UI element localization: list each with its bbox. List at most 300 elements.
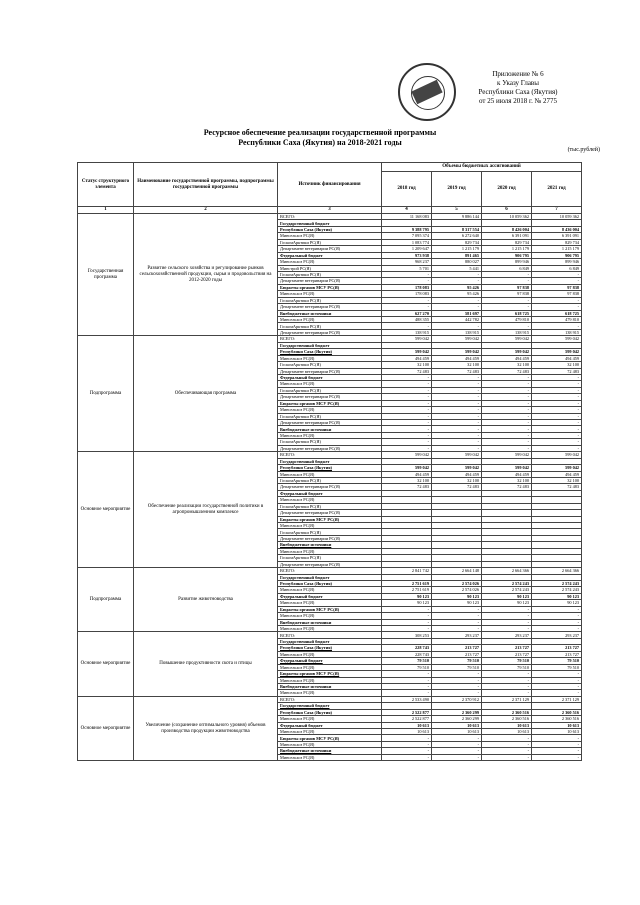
funding-source-cell: Минсельхоз РС(Я) — [278, 381, 382, 387]
amount-cell: - — [482, 297, 532, 303]
amount-cell: - — [532, 754, 582, 760]
funding-source-cell: Федеральный бюджет — [278, 252, 382, 258]
funding-source-cell: Минсельхоз РС(Я) — [278, 613, 382, 619]
amount-cell: - — [432, 323, 482, 329]
funding-source-cell: ГоскомАрктики РС(Я) — [278, 271, 382, 277]
amount-cell: 6 849 — [532, 265, 582, 271]
amount-cell: - — [532, 626, 582, 632]
amount-cell: - — [482, 400, 532, 406]
amount-cell: - — [532, 381, 582, 387]
funding-source-cell: Республики Саха (Якутия) — [278, 465, 382, 471]
amount-cell: - — [532, 400, 582, 406]
funding-source-cell: Бюджеты органов МСУ РС(Я) — [278, 735, 382, 741]
amount-cell: - — [382, 420, 432, 426]
funding-source-cell: Республики Саха (Якутия) — [278, 226, 382, 232]
appendix-line: от 25 июля 2018 г. № 2775 — [479, 97, 557, 105]
amount-cell: 2 371 129 — [482, 696, 532, 702]
element-status-cell: Подпрограмма — [78, 336, 134, 452]
amount-cell: - — [482, 323, 532, 329]
amount-cell: - — [432, 683, 482, 689]
amount-cell: - — [482, 626, 532, 632]
amount-cell: 1 215 179 — [432, 246, 482, 252]
amount-cell: - — [432, 748, 482, 754]
amount-cell: 494 459 — [482, 471, 532, 477]
budget-table — [77, 162, 582, 761]
element-status-cell: Основное мероприятие — [78, 632, 134, 696]
amount-cell: 10 059 362 — [482, 214, 532, 220]
amount-cell: - — [532, 741, 582, 747]
amount-cell: 2 360 299 — [432, 716, 482, 722]
amount-cell: 32 100 — [532, 362, 582, 368]
amount-cell: 829 734 — [432, 239, 482, 245]
amount-cell: - — [532, 297, 582, 303]
amount-cell: - — [532, 426, 582, 432]
amount-cell: 178 083 — [382, 284, 432, 290]
amount-cell: 293 237 — [482, 632, 532, 638]
funding-source-cell: Минсельхоз РС(Я) — [278, 548, 382, 554]
amount-cell: 6 849 — [482, 265, 532, 271]
appendix-line: к Указу Главы — [497, 79, 539, 87]
funding-source-cell: Департамент ветеринарии РС(Я) — [278, 445, 382, 451]
amount-cell: - — [382, 748, 432, 754]
amount-cell: 72 483 — [432, 368, 482, 374]
amount-cell: 213 727 — [532, 651, 582, 657]
amount-cell: 72 483 — [482, 484, 532, 490]
amount-cell: 9 886 144 — [432, 214, 482, 220]
amount-cell: 2 533 490 — [382, 696, 432, 702]
amount-cell: - — [432, 413, 482, 419]
funding-source-cell: Внебюджетные источники — [278, 426, 382, 432]
amount-cell: - — [382, 297, 432, 303]
amount-cell: - — [532, 432, 582, 438]
amount-cell: 2 522 877 — [382, 716, 432, 722]
amount-cell: 79 510 — [382, 664, 432, 670]
amount-cell: 79 510 — [432, 664, 482, 670]
funding-source-cell: Минстрой РС(Я) — [278, 265, 382, 271]
amount-cell: 829 734 — [482, 239, 532, 245]
amount-cell: 479 810 — [482, 317, 532, 323]
amount-cell: - — [382, 323, 432, 329]
column-index: 3 — [278, 207, 382, 214]
amount-cell: - — [482, 735, 532, 741]
amount-cell: 90 123 — [382, 600, 432, 606]
amount-cell: - — [382, 606, 432, 612]
funding-source-cell: Минсельхоз РС(Я) — [278, 355, 382, 361]
amount-cell: 11 168 083 — [382, 214, 432, 220]
amount-cell: - — [432, 439, 482, 445]
amount-cell: 2 360 516 — [532, 709, 582, 715]
amount-cell: - — [432, 735, 482, 741]
amount-cell: - — [482, 619, 532, 625]
amount-cell: - — [532, 413, 582, 419]
amount-cell: 213 727 — [432, 645, 482, 651]
amount-cell: 494 459 — [532, 471, 582, 477]
amount-cell: 10 613 — [482, 729, 532, 735]
amount-cell: 213 727 — [432, 651, 482, 657]
funding-source-cell: Бюджеты органов МСУ РС(Я) — [278, 284, 382, 290]
funding-source-cell: Внебюджетные источники — [278, 542, 382, 548]
funding-source-cell: Минсельхоз РС(Я) — [278, 600, 382, 606]
funding-source-cell: Минсельхоз РС(Я) — [278, 754, 382, 760]
amount-cell: - — [432, 426, 482, 432]
amount-cell: 8 317 554 — [432, 226, 482, 232]
funding-source-cell: Минсельхоз РС(Я) — [278, 716, 382, 722]
amount-cell: - — [482, 304, 532, 310]
amount-cell: 6 391 091 — [482, 233, 532, 239]
amount-cell: 968 237 — [382, 259, 432, 265]
amount-cell: 10 613 — [432, 729, 482, 735]
amount-cell: - — [482, 394, 532, 400]
amount-cell: - — [382, 671, 432, 677]
funding-source-cell: Федеральный бюджет — [278, 722, 382, 728]
amount-cell: 494 459 — [382, 355, 432, 361]
amount-cell: - — [432, 690, 482, 696]
amount-cell: 599 042 — [532, 336, 582, 342]
amount-cell: - — [532, 394, 582, 400]
amount-cell: 97 838 — [532, 284, 582, 290]
amount-cell: 1 215 179 — [532, 246, 582, 252]
amount-cell: 97 838 — [532, 291, 582, 297]
amount-cell: 72 483 — [532, 484, 582, 490]
funding-source-cell: Бюджеты органов МСУ РС(Я) — [278, 400, 382, 406]
amount-cell: 293 237 — [432, 632, 482, 638]
amount-cell: 494 459 — [382, 471, 432, 477]
amount-cell: - — [482, 445, 532, 451]
funding-source-cell: ВСЕГО: — [278, 568, 382, 574]
funding-source-cell: ГоскомАрктики РС(Я) — [278, 362, 382, 368]
amount-cell: 79 510 — [432, 658, 482, 664]
funding-source-cell: Минсельхоз РС(Я) — [278, 729, 382, 735]
amount-cell: - — [482, 606, 532, 612]
funding-source-cell: ГоскомАрктики РС(Я) — [278, 503, 382, 509]
funding-source-cell: Государственный бюджет — [278, 703, 382, 709]
amount-cell: 2 360 516 — [482, 709, 532, 715]
amount-cell: 479 810 — [532, 317, 582, 323]
header-year-2021: 2021 год — [532, 172, 582, 207]
amount-cell: 442 782 — [432, 317, 482, 323]
amount-cell: 899 946 — [482, 259, 532, 265]
amount-cell: 6 391 091 — [532, 233, 582, 239]
amount-cell: 90 123 — [482, 600, 532, 606]
amount-cell: 599 042 — [382, 452, 432, 458]
amount-cell: 90 123 — [532, 593, 582, 599]
funding-source-cell: Минсельхоз РС(Я) — [278, 651, 382, 657]
amount-cell: 228 743 — [382, 645, 432, 651]
funding-source-cell: Минсельхоз РС(Я) — [278, 317, 382, 323]
amount-cell: - — [382, 381, 432, 387]
amount-cell: 9 388 795 — [382, 226, 432, 232]
amount-cell: - — [482, 387, 532, 393]
table-body — [78, 214, 582, 761]
amount-cell: - — [532, 748, 582, 754]
amount-cell: 10 613 — [482, 722, 532, 728]
amount-cell: 95 426 — [432, 291, 482, 297]
amount-cell: 10 613 — [382, 729, 432, 735]
program-name-cell: Повышение продуктивности скота и птицы — [134, 632, 278, 696]
funding-source-cell: Внебюджетные источники — [278, 748, 382, 754]
title-line: Ресурсное обеспечение реализации государственной программы — [203, 128, 437, 137]
amount-cell: - — [382, 735, 432, 741]
funding-source-cell: Внебюджетные источники — [278, 310, 382, 316]
amount-cell: 2 574 243 — [532, 587, 582, 593]
amount-cell: - — [432, 445, 482, 451]
amount-cell: 79 510 — [532, 664, 582, 670]
amount-cell: 494 459 — [532, 355, 582, 361]
amount-cell: - — [482, 439, 532, 445]
amount-cell: 2 841 742 — [382, 568, 432, 574]
amount-cell: - — [532, 671, 582, 677]
column-index: 5 — [432, 207, 482, 214]
amount-cell: - — [532, 304, 582, 310]
funding-source-cell: Государственный бюджет — [278, 220, 382, 226]
amount-cell: - — [382, 407, 432, 413]
amount-cell: 72 483 — [382, 484, 432, 490]
funding-source-cell: ГоскомАрктики РС(Я) — [278, 239, 382, 245]
amount-cell: - — [532, 690, 582, 696]
amount-cell: 599 042 — [482, 349, 532, 355]
amount-cell: - — [482, 677, 532, 683]
amount-cell: - — [482, 413, 532, 419]
funding-source-cell: Минсельхоз РС(Я) — [278, 259, 382, 265]
funding-source-cell: Государственный бюджет — [278, 458, 382, 464]
amount-cell: 488 355 — [382, 317, 432, 323]
amount-cell: - — [482, 690, 532, 696]
amount-cell: 2 664 148 — [432, 568, 482, 574]
funding-source-cell: Внебюджетные источники — [278, 683, 382, 689]
amount-cell: - — [482, 754, 532, 760]
funding-source-cell: Департамент ветеринарии РС(Я) — [278, 535, 382, 541]
funding-source-cell: Департамент ветеринарии РС(Я) — [278, 510, 382, 516]
amount-cell: 97 838 — [482, 284, 532, 290]
amount-cell: - — [382, 439, 432, 445]
amount-cell: 72 483 — [482, 368, 532, 374]
amount-cell: 2 574 243 — [532, 580, 582, 586]
funding-source-cell: ГоскомАрктики РС(Я) — [278, 413, 382, 419]
amount-cell: - — [482, 271, 532, 277]
amount-cell: 32 100 — [532, 477, 582, 483]
amount-cell: 2 574 243 — [482, 580, 532, 586]
amount-cell: 599 042 — [382, 349, 432, 355]
funding-source-cell: Минсельхоз РС(Я) — [278, 741, 382, 747]
amount-cell: 7 095 374 — [382, 233, 432, 239]
amount-cell: - — [532, 323, 582, 329]
column-index: 2 — [134, 207, 278, 214]
amount-cell: 599 042 — [432, 465, 482, 471]
amount-cell: - — [432, 387, 482, 393]
amount-cell: 880 027 — [432, 259, 482, 265]
amount-cell: 138 915 — [482, 329, 532, 335]
amount-cell: - — [432, 613, 482, 619]
element-status-cell: Государственная программа — [78, 214, 134, 336]
amount-cell: 10 613 — [432, 722, 482, 728]
amount-cell: - — [432, 420, 482, 426]
funding-source-cell: ВСЕГО: — [278, 452, 382, 458]
funding-source-cell: Республики Саха (Якутия) — [278, 349, 382, 355]
amount-cell: 494 459 — [432, 355, 482, 361]
amount-cell: - — [482, 407, 532, 413]
funding-source-cell: Минсельхоз РС(Я) — [278, 626, 382, 632]
amount-cell: 79 510 — [382, 658, 432, 664]
amount-cell: 829 734 — [532, 239, 582, 245]
amount-cell: 308 253 — [382, 632, 432, 638]
program-name-cell: Развитие животноводства — [134, 568, 278, 632]
amount-cell: 72 483 — [382, 368, 432, 374]
amount-cell: - — [432, 619, 482, 625]
amount-cell: - — [432, 381, 482, 387]
amount-cell: 906 795 — [482, 252, 532, 258]
element-status-cell: Основное мероприятие — [78, 696, 134, 760]
amount-cell: - — [532, 606, 582, 612]
funding-source-cell: Республики Саха (Якутия) — [278, 709, 382, 715]
amount-cell: 899 946 — [532, 259, 582, 265]
appendix-line: Приложение № 6 — [492, 70, 544, 78]
header-year-2019: 2019 год — [432, 172, 482, 207]
funding-source-cell: Минсельхоз РС(Я) — [278, 432, 382, 438]
amount-cell: 599 042 — [532, 349, 582, 355]
amount-cell: 32 100 — [432, 477, 482, 483]
column-index: 4 — [382, 207, 432, 214]
amount-cell: 79 510 — [482, 658, 532, 664]
amount-cell: 90 123 — [382, 593, 432, 599]
funding-source-cell: ГоскомАрктики РС(Я) — [278, 555, 382, 561]
funding-source-cell: ГоскомАрктики РС(Я) — [278, 439, 382, 445]
amount-cell: 32 100 — [432, 362, 482, 368]
funding-source-cell: Департамент ветеринарии РС(Я) — [278, 394, 382, 400]
amount-cell: - — [532, 445, 582, 451]
amount-cell: - — [382, 426, 432, 432]
amount-cell: - — [432, 741, 482, 747]
amount-cell: 10 613 — [382, 722, 432, 728]
funding-source-cell: Департамент ветеринарии РС(Я) — [278, 278, 382, 284]
amount-cell: 5 701 — [382, 265, 432, 271]
amount-cell: - — [382, 413, 432, 419]
amount-cell: - — [532, 683, 582, 689]
amount-cell: 599 042 — [482, 452, 532, 458]
amount-cell: 581 697 — [432, 310, 482, 316]
funding-source-cell: ГоскомАрктики РС(Я) — [278, 323, 382, 329]
funding-source-cell: Минсельхоз РС(Я) — [278, 407, 382, 413]
appendix-line: Республики Саха (Якутия) — [478, 88, 558, 96]
funding-source-cell: Минсельхоз РС(Я) — [278, 664, 382, 670]
amount-cell: - — [482, 748, 532, 754]
funding-source-cell: Бюджеты органов МСУ РС(Я) — [278, 516, 382, 522]
amount-cell: - — [382, 374, 432, 380]
amount-cell: - — [432, 400, 482, 406]
funding-source-cell: Минсельхоз РС(Я) — [278, 471, 382, 477]
amount-cell: 2 664 366 — [532, 568, 582, 574]
funding-source-cell: ВСЕГО: — [278, 336, 382, 342]
amount-cell: - — [432, 297, 482, 303]
funding-source-cell: Государственный бюджет — [278, 342, 382, 348]
program-name-cell: Развитие сельского хозяйства и регулирование рынков сельскохозяйственной продукции, сырья и продовольствия на 2012-2020 годы — [134, 214, 278, 336]
amount-cell: 906 795 — [532, 252, 582, 258]
amount-cell: - — [482, 374, 532, 380]
amount-cell: - — [382, 387, 432, 393]
amount-cell: 973 938 — [382, 252, 432, 258]
funding-source-cell: Бюджеты органов МСУ РС(Я) — [278, 606, 382, 612]
amount-cell: - — [532, 387, 582, 393]
amount-cell: - — [382, 271, 432, 277]
amount-cell: - — [432, 754, 482, 760]
amount-cell: 10 613 — [532, 729, 582, 735]
header-year-2018: 2018 год — [382, 172, 432, 207]
amount-cell: - — [482, 671, 532, 677]
amount-cell: 138 915 — [532, 329, 582, 335]
amount-cell: 599 042 — [382, 465, 432, 471]
amount-cell: 2 574 243 — [482, 587, 532, 593]
amount-cell: - — [532, 677, 582, 683]
amount-cell: 627 270 — [382, 310, 432, 316]
funding-source-cell: Федеральный бюджет — [278, 490, 382, 496]
amount-cell: 178 083 — [382, 291, 432, 297]
funding-source-cell: Минсельхоз РС(Я) — [278, 233, 382, 239]
funding-source-cell: Минсельхоз РС(Я) — [278, 690, 382, 696]
element-status-cell: Основное мероприятие — [78, 452, 134, 568]
funding-source-cell: ГоскомАрктики РС(Я) — [278, 297, 382, 303]
element-status-cell: Подпрограмма — [78, 568, 134, 632]
funding-source-cell: Государственный бюджет — [278, 638, 382, 644]
amount-cell: 293 237 — [532, 632, 582, 638]
amount-cell: - — [382, 278, 432, 284]
funding-source-cell: Федеральный бюджет — [278, 593, 382, 599]
document-title — [90, 128, 550, 148]
header-volumes: Объемы бюджетных ассигнований — [382, 163, 582, 172]
amount-cell: - — [532, 271, 582, 277]
amount-cell: 32 100 — [382, 477, 432, 483]
amount-cell: 618 725 — [532, 310, 582, 316]
amount-cell: - — [432, 271, 482, 277]
amount-cell: - — [382, 741, 432, 747]
funding-source-cell: ГоскомАрктики РС(Я) — [278, 477, 382, 483]
amount-cell: 8 426 004 — [482, 226, 532, 232]
funding-source-cell: Минсельхоз РС(Я) — [278, 677, 382, 683]
amount-cell: 2 370 912 — [432, 696, 482, 702]
amount-cell: 599 042 — [432, 452, 482, 458]
amount-cell: - — [382, 304, 432, 310]
amount-cell: 90 123 — [482, 593, 532, 599]
units-label: (тыс.рублей) — [567, 147, 600, 153]
amount-cell: - — [532, 613, 582, 619]
funding-source-cell: Минсельхоз РС(Я) — [278, 291, 382, 297]
amount-cell: 138 915 — [382, 329, 432, 335]
amount-cell: - — [432, 278, 482, 284]
amount-cell: 599 042 — [532, 465, 582, 471]
funding-source-cell: Департамент ветеринарии РС(Я) — [278, 484, 382, 490]
amount-cell: 5 441 — [432, 265, 482, 271]
header-year-2020: 2020 год — [482, 172, 532, 207]
amount-cell: - — [432, 606, 482, 612]
funding-source-cell: Департамент ветеринарии РС(Я) — [278, 561, 382, 567]
header-name: Наименование государственной программы, подпрограммы государственной программы — [134, 163, 278, 207]
amount-cell: - — [532, 278, 582, 284]
amount-cell: - — [482, 432, 532, 438]
amount-cell: 213 727 — [482, 645, 532, 651]
amount-cell: - — [382, 445, 432, 451]
column-index: 1 — [78, 207, 134, 214]
amount-cell: - — [482, 420, 532, 426]
amount-cell: 138 915 — [432, 329, 482, 335]
funding-source-cell: Департамент ветеринарии РС(Я) — [278, 368, 382, 374]
amount-cell: 599 042 — [432, 336, 482, 342]
amount-cell: 1 083 774 — [382, 239, 432, 245]
amount-cell: - — [382, 394, 432, 400]
amount-cell: 2 664 366 — [482, 568, 532, 574]
amount-cell: - — [532, 374, 582, 380]
amount-cell: 2 360 299 — [432, 709, 482, 715]
amount-cell: - — [482, 741, 532, 747]
funding-source-cell: Федеральный бюджет — [278, 658, 382, 664]
funding-source-cell: Республики Саха (Якутия) — [278, 645, 382, 651]
